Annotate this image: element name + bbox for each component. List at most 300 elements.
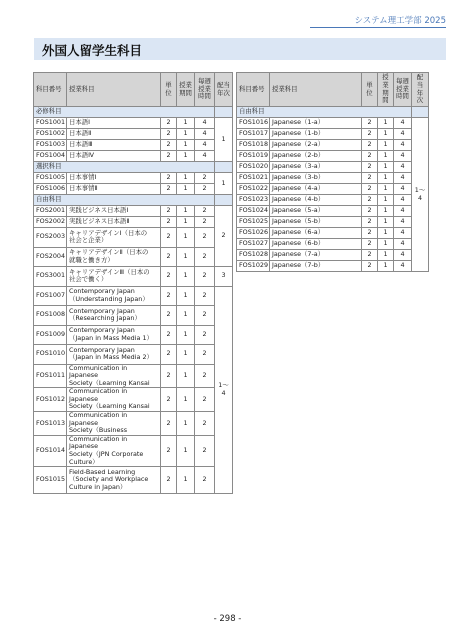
course-row bbox=[237, 129, 429, 140]
course-period: 1 bbox=[378, 129, 394, 140]
course-period: 1 bbox=[378, 140, 394, 151]
course-name-line: 日本語Ⅳ bbox=[69, 151, 95, 160]
left-course-table bbox=[33, 72, 233, 494]
course-row bbox=[34, 325, 233, 345]
course-name-line: Japanese（5-b） bbox=[272, 217, 325, 226]
course-name bbox=[67, 435, 161, 466]
col-header-hours-line: 授業 bbox=[396, 84, 409, 93]
course-name-line: Communication in Japanese bbox=[69, 435, 128, 451]
course-period: 1 bbox=[177, 151, 195, 162]
course-row bbox=[34, 184, 233, 195]
course-name bbox=[67, 118, 161, 129]
course-row bbox=[237, 239, 429, 250]
course-period: 1 bbox=[177, 118, 195, 129]
course-row bbox=[34, 247, 233, 267]
course-credit: 2 bbox=[161, 217, 177, 228]
course-row bbox=[237, 173, 429, 184]
category-year-blank bbox=[215, 162, 233, 173]
course-name bbox=[270, 184, 362, 195]
course-row bbox=[237, 140, 429, 151]
course-name bbox=[270, 261, 362, 272]
course-credit: 2 bbox=[161, 173, 177, 184]
course-name-line: Society（Business bbox=[69, 426, 128, 435]
course-period: 1 bbox=[177, 345, 195, 365]
category-row bbox=[34, 162, 233, 173]
course-code: FOS1006 bbox=[34, 184, 67, 195]
course-name-line: Communication in Japanese bbox=[69, 364, 128, 380]
course-code: FOS2002 bbox=[34, 217, 67, 228]
course-hours: 2 bbox=[195, 435, 215, 466]
course-row bbox=[237, 228, 429, 239]
course-credit: 2 bbox=[362, 261, 378, 272]
course-hours: 4 bbox=[394, 151, 412, 162]
course-row bbox=[34, 286, 233, 306]
course-credit: 2 bbox=[161, 228, 177, 248]
right-course-table bbox=[236, 72, 429, 272]
category-row bbox=[34, 107, 233, 118]
col-header-period bbox=[177, 73, 195, 107]
course-period: 1 bbox=[378, 217, 394, 228]
course-row bbox=[237, 184, 429, 195]
course-name-line: Culture） bbox=[69, 457, 99, 466]
course-row bbox=[237, 217, 429, 228]
course-credit: 2 bbox=[362, 173, 378, 184]
col-header-year-line: 年次 bbox=[217, 88, 230, 97]
course-hours: 4 bbox=[394, 206, 412, 217]
course-credit: 2 bbox=[362, 118, 378, 129]
course-period: 1 bbox=[378, 206, 394, 217]
course-row bbox=[237, 151, 429, 162]
course-name bbox=[270, 206, 362, 217]
course-name-line: Japanese（6-a） bbox=[272, 228, 325, 237]
page-number: - 298 - bbox=[213, 614, 242, 624]
course-period: 1 bbox=[177, 325, 195, 345]
course-code: FOS1021 bbox=[237, 173, 270, 184]
course-credit: 2 bbox=[161, 247, 177, 267]
category-row bbox=[34, 195, 233, 206]
course-code: FOS1018 bbox=[237, 140, 270, 151]
course-hours: 4 bbox=[394, 217, 412, 228]
course-code: FOS1012 bbox=[34, 388, 67, 412]
category-row bbox=[237, 107, 429, 118]
course-credit: 2 bbox=[362, 151, 378, 162]
course-period: 1 bbox=[378, 151, 394, 162]
course-credit: 2 bbox=[362, 250, 378, 261]
course-hours: 4 bbox=[394, 184, 412, 195]
course-credit: 2 bbox=[161, 345, 177, 365]
course-code: FOS3001 bbox=[34, 267, 67, 287]
col-header-credit: 単位 bbox=[161, 73, 177, 107]
course-code: FOS1026 bbox=[237, 228, 270, 239]
course-hours: 2 bbox=[195, 388, 215, 412]
course-row bbox=[237, 206, 429, 217]
course-name-line: Contemporary Japan bbox=[69, 287, 135, 296]
course-name-line: Japanese（6-b） bbox=[272, 239, 325, 248]
course-code: FOS1019 bbox=[237, 151, 270, 162]
course-row bbox=[34, 267, 233, 287]
course-name-line: （Japan in Mass Media 2） bbox=[69, 353, 153, 362]
course-period: 1 bbox=[177, 129, 195, 140]
col-header-hours-line: 時間 bbox=[396, 92, 409, 101]
course-name bbox=[270, 140, 362, 151]
course-row bbox=[34, 412, 233, 436]
course-name bbox=[270, 162, 362, 173]
course-credit: 2 bbox=[362, 217, 378, 228]
course-period: 1 bbox=[177, 388, 195, 412]
course-name-line: （Society and Workplace bbox=[69, 475, 149, 484]
course-code: FOS1028 bbox=[237, 250, 270, 261]
course-name-line: キャリアデザインⅡ（日本の bbox=[69, 248, 149, 257]
course-code: FOS1007 bbox=[34, 286, 67, 306]
course-hours: 2 bbox=[195, 412, 215, 436]
course-name-line: Contemporary Japan bbox=[69, 345, 135, 354]
course-name bbox=[67, 129, 161, 140]
course-credit: 2 bbox=[362, 228, 378, 239]
course-row bbox=[237, 162, 429, 173]
col-header-hours bbox=[394, 73, 412, 107]
course-row bbox=[237, 261, 429, 272]
course-name-line: Japanese（2-a） bbox=[272, 140, 325, 149]
course-name-line: 就職と働き方） bbox=[69, 255, 114, 264]
course-name bbox=[67, 345, 161, 365]
course-credit: 2 bbox=[161, 184, 177, 195]
category-label: 必修科目 bbox=[34, 107, 215, 118]
course-name-line: 日本事情Ⅰ bbox=[69, 173, 97, 182]
course-row bbox=[34, 206, 233, 217]
course-name-line: 日本語Ⅲ bbox=[69, 140, 93, 149]
course-name-line: Communication in Japanese bbox=[69, 411, 128, 427]
course-period: 1 bbox=[177, 435, 195, 466]
course-name-line: Japanese（5-a） bbox=[272, 206, 325, 215]
course-code: FOS1023 bbox=[237, 195, 270, 206]
course-name-line: （Understanding Japan） bbox=[69, 294, 149, 303]
course-name bbox=[67, 286, 161, 306]
course-name bbox=[270, 228, 362, 239]
course-row bbox=[34, 228, 233, 248]
course-credit: 2 bbox=[362, 140, 378, 151]
course-credit: 2 bbox=[362, 206, 378, 217]
course-hours: 4 bbox=[394, 261, 412, 272]
course-hours: 2 bbox=[195, 364, 215, 388]
course-name bbox=[67, 228, 161, 248]
course-name bbox=[67, 306, 161, 326]
course-hours: 2 bbox=[195, 325, 215, 345]
course-name bbox=[67, 364, 161, 388]
course-row bbox=[34, 140, 233, 151]
course-name bbox=[270, 250, 362, 261]
course-credit: 2 bbox=[161, 388, 177, 412]
course-credit: 2 bbox=[161, 306, 177, 326]
course-row bbox=[34, 118, 233, 129]
course-name-line: Society（Learning Kansai bbox=[69, 378, 150, 387]
course-name-line: Contemporary Japan bbox=[69, 306, 135, 315]
course-code: FOS2004 bbox=[34, 247, 67, 267]
course-name-line: 実践ビジネス日本語Ⅰ bbox=[69, 206, 129, 215]
col-header-period bbox=[378, 73, 394, 107]
course-period: 1 bbox=[177, 206, 195, 217]
course-credit: 2 bbox=[161, 325, 177, 345]
course-name bbox=[67, 151, 161, 162]
course-name bbox=[270, 239, 362, 250]
course-code: FOS1017 bbox=[237, 129, 270, 140]
course-name-line: 日本語Ⅱ bbox=[69, 129, 92, 138]
course-hours: 2 bbox=[195, 184, 215, 195]
course-code: FOS1025 bbox=[237, 217, 270, 228]
col-header-hours-line: 毎週 bbox=[198, 77, 211, 86]
col-header-hours-line: 毎週 bbox=[396, 77, 409, 86]
course-hours: 4 bbox=[394, 129, 412, 140]
course-row bbox=[34, 129, 233, 140]
course-code: FOS1013 bbox=[34, 412, 67, 436]
course-period: 1 bbox=[378, 173, 394, 184]
course-name-line: （Researching Japan） bbox=[69, 314, 141, 323]
course-name-line: Japanese（4-a） bbox=[272, 184, 325, 193]
course-credit: 2 bbox=[161, 151, 177, 162]
col-header-code: 科目番号 bbox=[34, 73, 67, 107]
course-credit: 2 bbox=[161, 467, 177, 494]
col-header-period-line: 期間 bbox=[382, 88, 389, 105]
course-row bbox=[237, 250, 429, 261]
course-name-line: Japanese（4-b） bbox=[272, 195, 325, 204]
course-period: 1 bbox=[378, 195, 394, 206]
course-code: FOS2001 bbox=[34, 206, 67, 217]
course-credit: 2 bbox=[362, 184, 378, 195]
col-header-hours-line: 時間 bbox=[198, 92, 211, 101]
course-code: FOS1027 bbox=[237, 239, 270, 250]
course-name bbox=[67, 247, 161, 267]
course-hours: 2 bbox=[195, 228, 215, 248]
course-period: 1 bbox=[177, 364, 195, 388]
course-hours: 2 bbox=[195, 467, 215, 494]
col-header-hours bbox=[195, 73, 215, 107]
col-header-code: 科目番号 bbox=[237, 73, 270, 107]
course-hours: 2 bbox=[195, 173, 215, 184]
course-credit: 2 bbox=[161, 435, 177, 466]
course-credit: 2 bbox=[362, 195, 378, 206]
course-code: FOS1002 bbox=[34, 129, 67, 140]
course-period: 1 bbox=[177, 140, 195, 151]
course-name-line: Society（JPN Corporate bbox=[69, 450, 144, 459]
course-period: 1 bbox=[177, 467, 195, 494]
course-period: 1 bbox=[177, 184, 195, 195]
course-credit: 2 bbox=[161, 129, 177, 140]
col-header-year-line: 配当 bbox=[217, 80, 230, 89]
category-label: 自由科目 bbox=[34, 195, 215, 206]
course-code: FOS1029 bbox=[237, 261, 270, 272]
course-credit: 2 bbox=[161, 206, 177, 217]
course-period: 1 bbox=[378, 239, 394, 250]
col-header-period-line: 授業 bbox=[382, 73, 389, 89]
course-name bbox=[270, 173, 362, 184]
course-hours: 4 bbox=[195, 140, 215, 151]
course-credit: 2 bbox=[362, 162, 378, 173]
course-name bbox=[270, 151, 362, 162]
course-hours: 2 bbox=[195, 286, 215, 306]
category-year-blank bbox=[215, 195, 233, 206]
course-code: FOS2003 bbox=[34, 228, 67, 248]
course-credit: 2 bbox=[161, 118, 177, 129]
course-code: FOS1008 bbox=[34, 306, 67, 326]
course-name bbox=[67, 173, 161, 184]
course-year: 2 bbox=[215, 206, 233, 267]
course-row bbox=[237, 118, 429, 129]
course-period: 1 bbox=[378, 261, 394, 272]
course-code: FOS1024 bbox=[237, 206, 270, 217]
course-year: 1 bbox=[215, 173, 233, 195]
course-name bbox=[67, 206, 161, 217]
course-hours: 4 bbox=[394, 162, 412, 173]
course-credit: 2 bbox=[161, 267, 177, 287]
course-year: 3 bbox=[215, 267, 233, 287]
course-hours: 2 bbox=[195, 206, 215, 217]
course-code: FOS1010 bbox=[34, 345, 67, 365]
col-header-period-line: 授業 bbox=[179, 80, 192, 89]
course-hours: 4 bbox=[394, 195, 412, 206]
col-header-name: 授業科目 bbox=[67, 73, 161, 107]
course-credit: 2 bbox=[161, 364, 177, 388]
course-code: FOS1005 bbox=[34, 173, 67, 184]
page-title: 外国人留学生科目 bbox=[42, 43, 143, 58]
course-period: 1 bbox=[177, 267, 195, 287]
course-name-line: Japanese（7-b） bbox=[272, 261, 325, 270]
course-row bbox=[34, 173, 233, 184]
course-name bbox=[67, 140, 161, 151]
course-period: 1 bbox=[378, 228, 394, 239]
course-name bbox=[270, 217, 362, 228]
course-period: 1 bbox=[177, 306, 195, 326]
course-code: FOS1016 bbox=[237, 118, 270, 129]
course-hours: 4 bbox=[195, 118, 215, 129]
course-hours: 4 bbox=[195, 129, 215, 140]
col-header-year-line: 配当 bbox=[416, 73, 424, 89]
course-name-line: Japanese（3-a） bbox=[272, 162, 325, 171]
course-year: 1～4 bbox=[215, 286, 233, 494]
course-row bbox=[34, 388, 233, 412]
course-row bbox=[34, 467, 233, 494]
course-credit: 2 bbox=[362, 239, 378, 250]
course-code: FOS1003 bbox=[34, 140, 67, 151]
course-name bbox=[270, 129, 362, 140]
course-name-line: Japanese（7-a） bbox=[272, 250, 325, 259]
course-name bbox=[67, 184, 161, 195]
course-name-line: キャリアデザインⅠ（日本の bbox=[69, 228, 148, 237]
course-credit: 2 bbox=[161, 286, 177, 306]
course-name bbox=[67, 467, 161, 494]
course-code: FOS1015 bbox=[34, 467, 67, 494]
course-code: FOS1020 bbox=[237, 162, 270, 173]
course-hours: 4 bbox=[394, 118, 412, 129]
course-hours: 2 bbox=[195, 217, 215, 228]
course-credit: 2 bbox=[161, 412, 177, 436]
course-row bbox=[237, 195, 429, 206]
course-name bbox=[67, 217, 161, 228]
col-header-hours-line: 授業 bbox=[198, 84, 211, 93]
col-header-name: 授業科目 bbox=[270, 73, 362, 107]
course-hours: 4 bbox=[195, 151, 215, 162]
category-label: 自由科目 bbox=[237, 107, 412, 118]
course-period: 1 bbox=[177, 247, 195, 267]
course-year: 1 bbox=[215, 118, 233, 162]
category-label: 選択科目 bbox=[34, 162, 215, 173]
course-row bbox=[34, 345, 233, 365]
course-period: 1 bbox=[177, 173, 195, 184]
course-hours: 4 bbox=[394, 250, 412, 261]
col-header-credit: 単位 bbox=[362, 73, 378, 107]
course-period: 1 bbox=[177, 217, 195, 228]
course-period: 1 bbox=[378, 184, 394, 195]
course-year: 1～4 bbox=[412, 118, 429, 272]
course-hours: 2 bbox=[195, 247, 215, 267]
course-name-line: Communication in Japanese bbox=[69, 387, 128, 403]
course-credit: 2 bbox=[362, 129, 378, 140]
course-period: 1 bbox=[378, 250, 394, 261]
course-code: FOS1022 bbox=[237, 184, 270, 195]
course-code: FOS1001 bbox=[34, 118, 67, 129]
course-name bbox=[67, 388, 161, 412]
course-name bbox=[67, 267, 161, 287]
course-name bbox=[270, 195, 362, 206]
course-name bbox=[67, 412, 161, 436]
course-hours: 4 bbox=[394, 140, 412, 151]
col-header-period-line: 期間 bbox=[179, 88, 192, 97]
course-name bbox=[270, 118, 362, 129]
course-name-line: 社会と企業） bbox=[69, 236, 108, 245]
course-period: 1 bbox=[378, 162, 394, 173]
course-period: 1 bbox=[177, 228, 195, 248]
header-rule bbox=[310, 27, 446, 28]
course-name-line: （Japan in Mass Media 1） bbox=[69, 333, 153, 342]
course-name-line: 日本語Ⅰ bbox=[69, 118, 91, 127]
course-code: FOS1009 bbox=[34, 325, 67, 345]
course-row bbox=[34, 217, 233, 228]
course-name-line: 実践ビジネス日本語Ⅱ bbox=[69, 217, 130, 226]
col-header-year bbox=[412, 73, 429, 107]
course-name-line: Field-Based Learning bbox=[69, 467, 136, 476]
course-hours: 4 bbox=[394, 173, 412, 184]
course-hours: 4 bbox=[394, 239, 412, 250]
course-period: 1 bbox=[177, 412, 195, 436]
course-name-line: 社会で働く） bbox=[69, 275, 108, 284]
course-name-line: Society（Learning Kansai bbox=[69, 402, 150, 411]
header-text: システム理工学部 2025 bbox=[354, 16, 446, 26]
course-code: FOS1004 bbox=[34, 151, 67, 162]
course-name-line: Japanese（3-b） bbox=[272, 173, 325, 182]
course-name-line: Culture in Japan） bbox=[69, 483, 127, 492]
category-year-blank bbox=[412, 107, 429, 118]
course-period: 1 bbox=[177, 286, 195, 306]
course-hours: 2 bbox=[195, 345, 215, 365]
course-name-line: Japanese（2-b） bbox=[272, 151, 325, 160]
course-row bbox=[34, 364, 233, 388]
course-name-line: キャリアデザインⅢ（日本の bbox=[69, 267, 150, 276]
col-header-year bbox=[215, 73, 233, 107]
course-hours: 2 bbox=[195, 267, 215, 287]
course-name-line: Japanese（1-b） bbox=[272, 129, 325, 138]
course-name bbox=[67, 325, 161, 345]
course-hours: 4 bbox=[394, 228, 412, 239]
course-credit: 2 bbox=[161, 140, 177, 151]
course-name-line: 日本事情Ⅱ bbox=[69, 184, 98, 193]
category-year-blank bbox=[215, 107, 233, 118]
course-row bbox=[34, 306, 233, 326]
course-row bbox=[34, 151, 233, 162]
course-name-line: Contemporary Japan bbox=[69, 326, 135, 335]
course-name-line: Japanese（1-a） bbox=[272, 118, 325, 127]
course-hours: 2 bbox=[195, 306, 215, 326]
col-header-year-line: 年次 bbox=[416, 88, 424, 105]
course-period: 1 bbox=[378, 118, 394, 129]
course-code: FOS1014 bbox=[34, 435, 67, 466]
